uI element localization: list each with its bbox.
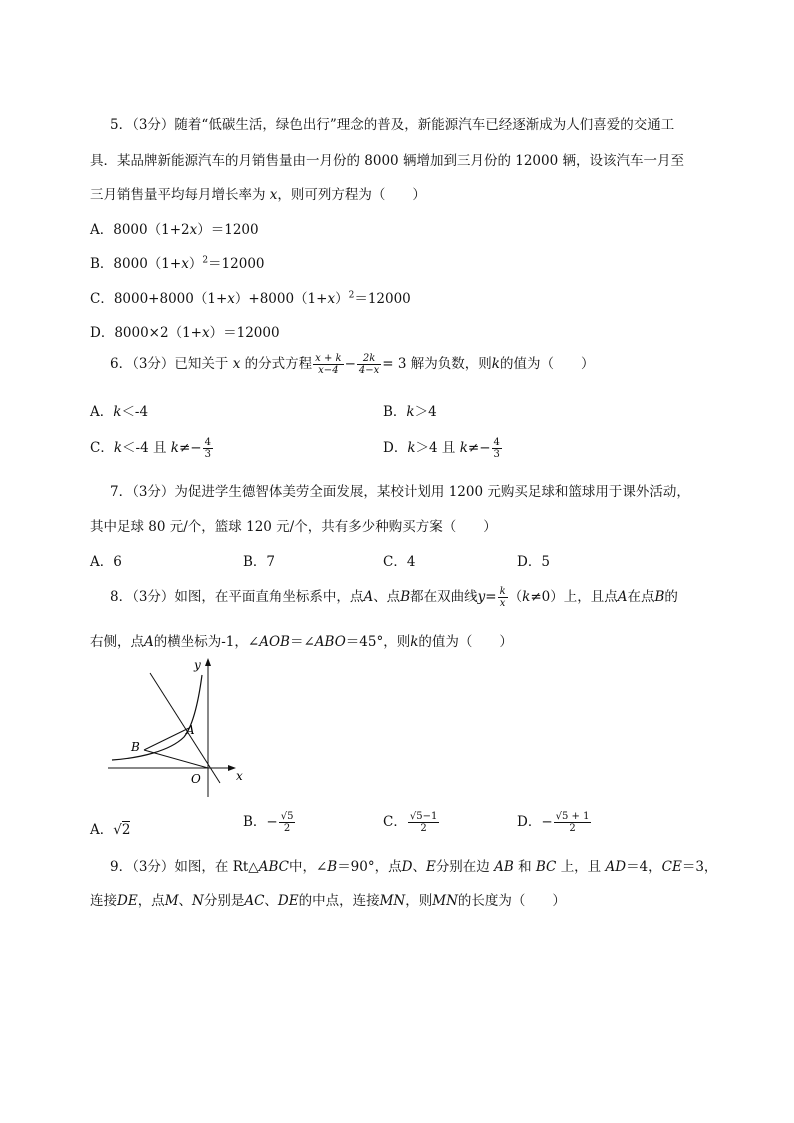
q6-option-c: C．k＜-4 且 k≠− $\frac{4}{3}$ xyxy=(90,437,211,460)
x-axis-arrow xyxy=(228,765,236,771)
q6-option-a: A．k＜-4 xyxy=(90,404,149,420)
label-b: B xyxy=(131,740,140,754)
q9-line2: 连接DE，点M、N分别是AC、DE的中点，连接MN，则MN的长度为（ ） xyxy=(90,893,566,909)
label-a: A xyxy=(186,723,195,737)
q8-option-b: B．− $\frac{√5}{2}$ xyxy=(243,811,294,834)
q8-line2: 右侧，点A的横坐标为-1，∠AOB＝∠ABO＝45°，则k的值为（ ） xyxy=(90,634,513,650)
q9-line1: 9．（3分）如图，在 Rt△ABC中，∠B＝90°，点D、E分别在边 AB 和 BC 上，且 AD＝4，CE＝3， xyxy=(110,859,718,875)
q8-option-c: C． $\frac{√5-1}{2}$ xyxy=(383,811,438,834)
q6-fraction-2: $\frac{2k}{4-x}$ xyxy=(358,353,380,376)
q6-option-d: D．k＞4 且 k≠− $\frac{4}{3}$ xyxy=(383,437,500,460)
hyperbola-curve xyxy=(112,675,202,760)
q7-option-c: C．4 xyxy=(383,554,416,570)
q5-line2: 具．某品牌新能源汽车的月销售量由一月份的 8000 辆增加到三月份的 12000 辆，设该汽车一月至 xyxy=(90,153,684,169)
q5-line1: 5．（3分）随着“低碳生活，绿色出行”理念的普及，新能源汽车已经逐渐成为人们喜爱的交通工 xyxy=(110,117,675,133)
q8-coordinate-figure xyxy=(100,655,250,803)
line-ao xyxy=(150,673,220,783)
q5-option-b: B．$8000(1+x)^2=12000$ xyxy=(90,255,265,272)
q7-option-a: A．6 xyxy=(90,554,122,570)
q5-option-c: C．$8000+8000(1+x)+8000(1+x)^2=12000$ xyxy=(90,290,411,307)
q8-option-a: A．√2 xyxy=(90,822,131,838)
q5-line3: 三月销售量平均每月增长率为 x，则可列方程为（ ） xyxy=(90,187,426,203)
q6-stem: 6．（3分）已知关于 x 的分式方程 $\frac{x + k}{x-4}$ − $\frac{2k}{4-x}$ = 3 解为负数，则k的值为（ ） xyxy=(110,353,595,376)
q7-line2: 其中足球 80 元/个，篮球 120 元/个，共有多少种购买方案（ ） xyxy=(90,519,497,535)
segment-bo xyxy=(144,750,208,768)
q7-option-b: B．7 xyxy=(243,554,276,570)
q6-fraction-1: $\frac{x + k}{x-4}$ xyxy=(315,353,342,376)
y-axis-arrow xyxy=(205,658,211,666)
q5-option-a: A．8000（1+2x）＝1200 xyxy=(90,222,259,238)
q6-option-b: B．k＞4 xyxy=(383,404,437,420)
q8-option-d: D．− $\frac{√5 + 1}{2}$ xyxy=(517,811,590,834)
label-x: x xyxy=(236,769,243,783)
q5-option-d: D．8000×2（1+x）＝12000 xyxy=(90,325,280,341)
q7-option-d: D．5 xyxy=(517,554,550,570)
q7-line1: 7．（3分）为促进学生德智体美劳全面发展，某校计划用 1200 元购买足球和篮球用于课外活动， xyxy=(110,484,690,500)
label-o: O xyxy=(191,772,201,786)
label-y: y xyxy=(194,658,201,672)
q8-line1: 8．（3分）如图，在平面直角坐标系中，点A、点B都在双曲线y= $\frac{k}{x}$ （k≠0）上，且点A在点B的 xyxy=(110,586,678,609)
